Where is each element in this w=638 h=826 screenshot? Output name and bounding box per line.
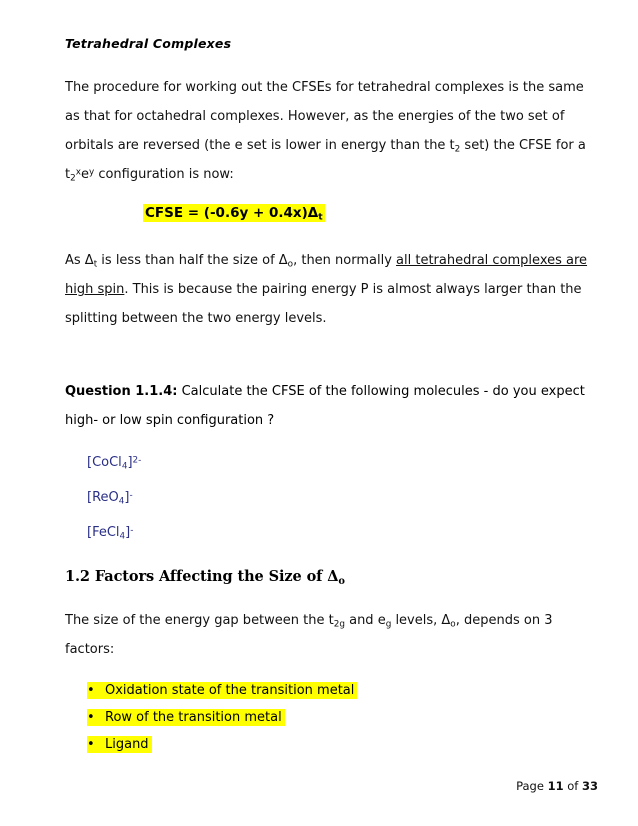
spin-part4: . This is because the pairing energy P is almost always larger than the splitting between the two energy levels. [65, 282, 582, 326]
spacer-before-question [65, 347, 597, 377]
molecule-subscript: 4 [119, 531, 126, 542]
factor-label: Ligand [105, 737, 149, 753]
footer-total-pages: 33 [581, 779, 598, 793]
molecule-bracket-open: [ [87, 455, 93, 470]
factor-highlight [87, 736, 152, 753]
heading-1-2-subscript: o [338, 575, 345, 587]
spin-subscript-o: o [287, 259, 294, 270]
molecule-charge: - [130, 525, 134, 536]
footer-current-page: 11 [547, 779, 564, 793]
list-item [65, 515, 597, 550]
spin-underlined-phrase: all tetrahedral complexes are high spin [65, 253, 588, 297]
list-item [65, 678, 597, 703]
factors-part2: and e [344, 613, 386, 629]
molecule-charge: 2- [132, 455, 142, 466]
molecule-bracket-close: ] [124, 490, 130, 505]
molecule-subscript: 4 [118, 496, 125, 507]
heading-1-2-text: 1.2 Factors Affecting the Size of Δ [65, 568, 339, 585]
factor-label: Row of the transition metal [105, 710, 282, 726]
molecule-bracket-open: [ [87, 525, 93, 540]
molecule-formula: ReO [92, 490, 119, 505]
factors-part3: levels, Δ [391, 613, 451, 629]
factor-highlight [87, 709, 285, 726]
cfse-formula-highlighted [143, 204, 325, 222]
molecule-charge: - [129, 490, 133, 501]
page-content [65, 36, 597, 759]
molecule-formula: FeCl [92, 525, 120, 540]
bullet-icon: • [87, 683, 95, 699]
intro-paragraph [65, 73, 597, 189]
question-text: Calculate the CFSE of the following molecules - do you expect high- or low spin configuration ? [65, 384, 585, 428]
molecule-subscript: 4 [121, 461, 128, 472]
spin-part1: As Δ [65, 253, 94, 268]
intro-text-part3: configuration is now: [94, 167, 234, 182]
bullet-icon: • [87, 710, 95, 726]
bullet-icon: • [87, 737, 95, 753]
footer-middle: of [563, 779, 582, 793]
section-title: Tetrahedral Complexes [65, 36, 232, 51]
molecule-formula: CoCl [92, 455, 122, 470]
intro-e-symbol: e [80, 167, 89, 182]
factors-bullet-list [65, 678, 597, 757]
footer-prefix: Page [516, 779, 548, 793]
list-item [65, 705, 597, 730]
cfse-formula-text: CFSE = (-0.6y + 0.4x)Δ [145, 205, 319, 221]
page-footer [516, 779, 598, 793]
spin-part3: , then normally [293, 253, 397, 268]
molecule-list [65, 445, 597, 550]
factors-subscript-g: g [385, 619, 392, 630]
list-item [65, 480, 597, 515]
factor-highlight [87, 682, 357, 699]
molecule-bracket-close: ] [125, 525, 131, 540]
factors-part4: , depends on 3 factors: [65, 613, 553, 658]
factor-label: Oxidation state of the transition metal [105, 683, 355, 699]
spin-subscript-t: t [93, 259, 98, 270]
spin-part2: is less than half the size of Δ [97, 253, 288, 268]
intro-text-part1: The procedure for working out the CFSEs for tetrahedral complexes is the same as that for octahedral complexes. However, as the energies of the two set of orbitals are reversed (the e set is lower in energy than the t [65, 80, 584, 153]
factors-part1: The size of the energy gap between the t [65, 613, 334, 629]
list-item [65, 732, 597, 757]
intro-subscript-2: 2 [70, 173, 76, 184]
factors-subscript-2g: 2g [333, 619, 345, 630]
intro-text-part2: set) the CFSE for a t [65, 138, 586, 182]
intro-superscript-x: x [75, 167, 81, 178]
factors-intro-paragraph [65, 606, 597, 664]
question-label: Question 1.1.4: [65, 384, 178, 399]
spin-paragraph [65, 246, 597, 333]
molecule-bracket-open: [ [87, 490, 93, 505]
intro-superscript-y: y [88, 167, 95, 178]
heading-1-2 [65, 568, 597, 586]
intro-subscript-1: 2 [454, 144, 461, 155]
factors-subscript-o: o [450, 619, 456, 630]
question-paragraph [65, 377, 597, 435]
cfse-formula-subscript: t [318, 211, 323, 223]
cfse-formula-line [65, 199, 597, 226]
list-item [65, 445, 597, 480]
molecule-bracket-close: ] [127, 455, 133, 470]
